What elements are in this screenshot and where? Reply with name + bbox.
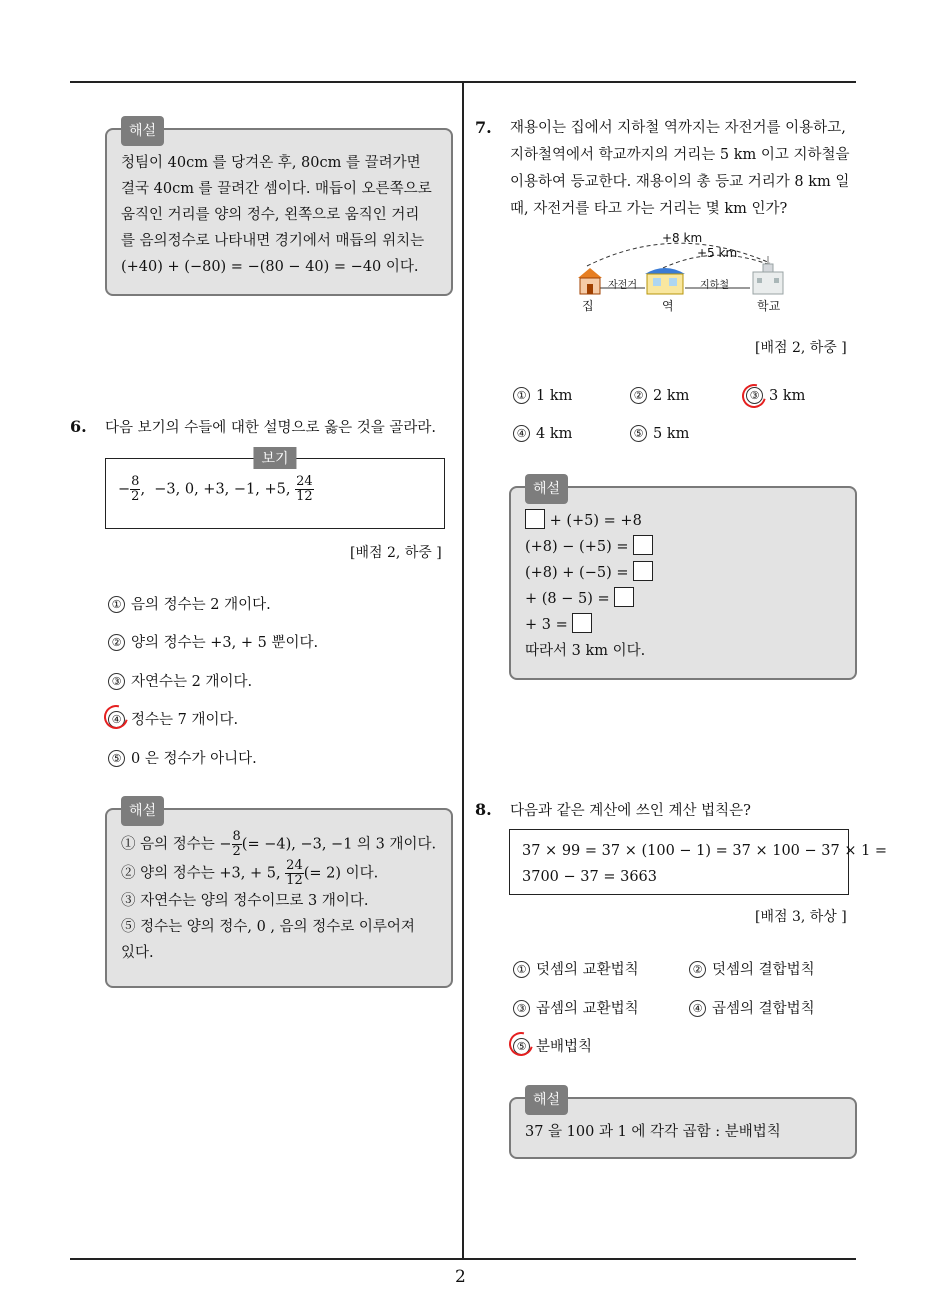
bike-label: 자전거 [608,280,637,291]
bogi-content: − $\frac{8}{2}$ , −3, 0, +3, −1, +5, $\frac{24}{12}$ [118,474,313,504]
solution-line: 청팀이 40cm 를 당겨온 후, 80cm 를 끌려가면 [121,155,421,171]
house-icon [578,268,602,294]
blank-box [614,587,634,607]
question-text: 재용이는 집에서 지하철 역까지는 자전거를 이용하고, 지하철역에서 학교까지의 거리는 5 km 이고 지하철을 이용하여 등교한다. 재용이의 총 등교 거리가 8 km 일 때, 자전거를 타고 가는 거리는 몇 km 인가? [510,120,850,217]
solution-tag: 해설 [525,1085,568,1115]
column-divider [462,83,464,1259]
bottom-rule [70,1258,856,1260]
solution-box-prev [105,123,453,296]
solution-line: (+8) + (−5) = [525,560,843,586]
solution-line: 를 음의정수로 나타내면 경기에서 매듭의 위치는 [121,233,425,249]
fraction: $\frac{8}{2}$ [131,474,140,504]
blank-box [633,561,653,581]
bogi-box [105,451,445,529]
solution-tag: 해설 [121,796,164,826]
option-5[interactable]: ⑤ 분배법칙 [513,1035,592,1056]
total-distance-label: +8 km [662,231,703,245]
score-label: [배점 3, 하상 ] [755,909,847,925]
option-5[interactable]: ⑤ 0 은 정수가 아니다. [108,747,257,768]
question-number: 7. [475,118,492,137]
bogi-tag: 보기 [253,447,296,469]
solution-line: + (+5) = +8 [525,508,843,534]
option-3[interactable]: ③ 자연수는 2 개이다. [108,670,252,691]
solution-line: ③ 자연수는 양의 정수이므로 3 개이다. [121,893,369,909]
solution-box-q8 [509,1092,857,1159]
option-4[interactable]: ④ 곱셈의 결합법칙 [689,997,815,1018]
solution-line: ⑤ 정수는 양의 정수, 0 , 음의 정수로 이루어져 [121,919,415,935]
solution-box-q7 [509,481,857,680]
solution-line: (+8) − (+5) = [525,534,843,560]
calc-box [509,829,888,895]
station-icon [645,268,685,294]
option-2[interactable]: ② 양의 정수는 +3, + 5 뿐이다. [108,631,318,652]
school-label: 학교 [757,299,781,313]
solution-line: + 3 = [525,612,843,638]
option-2[interactable]: ② 2 km [630,387,689,404]
solution-box-q6 [105,803,453,988]
option-4[interactable]: ④ 4 km [513,425,572,442]
subway-distance-label: +5 km [697,246,738,260]
solution-line: 움직인 거리를 양의 정수, 왼쪽으로 움직인 거리 [121,207,420,223]
answer-mark-circle [738,380,771,413]
solution-line: 따라서 3 km 이다. [525,643,646,659]
calc-line: 3700 − 37 = 3663 [522,869,657,885]
subway-label: 지하철 [700,280,729,291]
question-number: 6. [70,417,87,436]
fraction: $\frac{24}{12}$ [296,474,313,504]
score-label: [배점 2, 하중 ] [350,545,442,561]
solution-line: ① 음의 정수는 − $\frac{8}{2}$ (= −4), −3, −1 의 3 개이다. [121,829,437,859]
station-label: 역 [662,299,674,313]
option-1[interactable]: ① 1 km [513,387,572,404]
option-1[interactable]: ① 음의 정수는 2 개이다. [108,593,271,614]
page-number: 2 [455,1267,466,1287]
blank-box [525,509,545,529]
option-2[interactable]: ② 덧셈의 결합법칙 [689,958,815,979]
solution-tag: 해설 [525,474,568,504]
bogi-numbers: −3, 0, +3, −1, +5, [154,481,291,498]
question-text: 다음과 같은 계산에 쓰인 계산 법칙은? [510,803,751,819]
solution-tag: 해설 [121,116,164,146]
blank-box [572,613,592,633]
calc-line: 37 × 99 = 37 × (100 − 1) = 37 × 100 − 37 × 1 = [522,843,888,859]
question-number: 8. [475,800,492,819]
blank-box [633,535,653,555]
question-text: 다음 보기의 수들에 대한 설명으로 옳은 것을 골라라. [105,420,437,436]
option-4[interactable]: ④ 정수는 7 개이다. [108,708,238,729]
solution-line: + (8 − 5) = [525,586,843,612]
option-1[interactable]: ① 덧셈의 교환법칙 [513,958,639,979]
solution-line: (+40) + (−80) = −(80 − 40) = −40 이다. [121,259,419,275]
option-5[interactable]: ⑤ 5 km [630,425,689,442]
option-3[interactable]: ③ 3 km [746,387,805,404]
score-label: [배점 2, 하중 ] [755,340,847,356]
solution-line: 있다. [121,945,154,961]
solution-line: 37 을 100 과 1 에 각각 곱함 : 분배법칙 [525,1124,781,1140]
home-label: 집 [582,299,594,313]
solution-line: 결국 40cm 를 끌려간 셈이다. 매듭이 오른쪽으로 [121,181,432,197]
option-3[interactable]: ③ 곱셈의 교환법칙 [513,997,639,1018]
school-icon [753,256,783,294]
solution-line: ② 양의 정수는 +3, + 5, $\frac{24}{12}$ (= 2) 이다. [121,858,379,888]
